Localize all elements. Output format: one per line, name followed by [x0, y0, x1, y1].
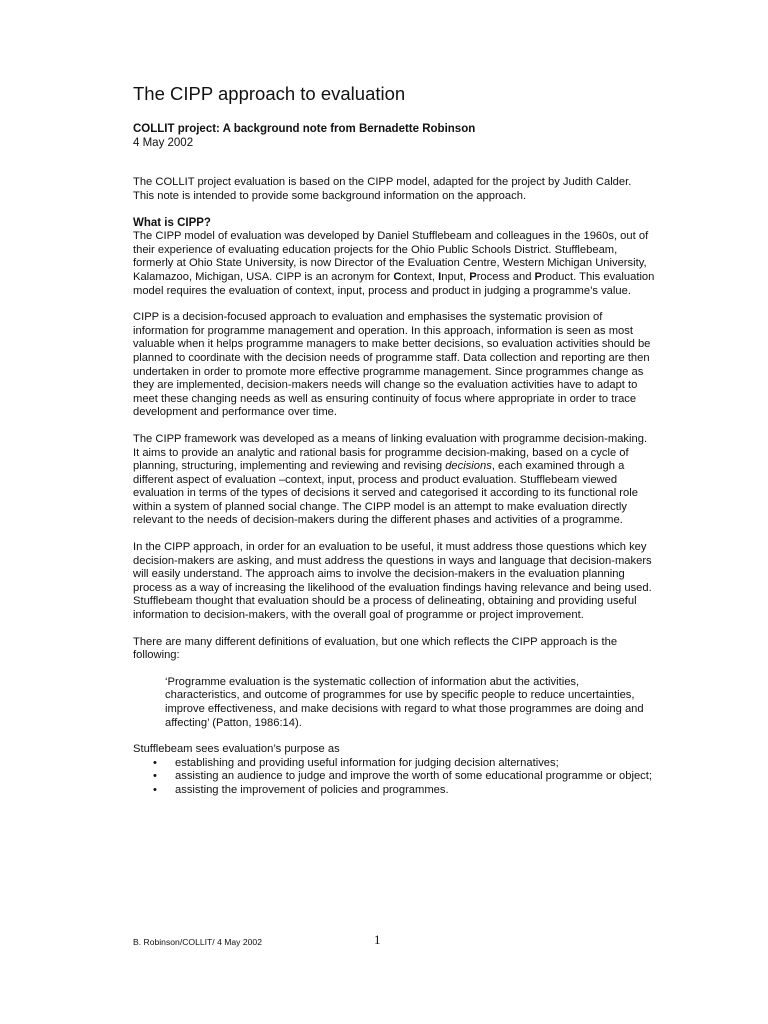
- paragraph-cipp-origin: [133, 230, 655, 298]
- bullet-icon: •: [153, 783, 157, 796]
- bullet-icon: •: [153, 756, 157, 769]
- list-item: [133, 770, 655, 784]
- para3-start: The CIPP framework was developed as a means of linking evaluation with programme decision-making. It aims to provide an analytic and rational basis for programme decision-making, based on a cycle of planning, structuring, implementing and reviewing and revising: [133, 432, 648, 473]
- paragraph-decision-focused: CIPP is a decision-focused approach to evaluation and emphasises the systematic provision of information for programme management and operation. In this approach, information is seen as most valuable when it helps programme managers to make better decisions, so evaluation activities should be planned to coordinate with the decision needs of programme staff. Data collection and reporting are then undertaken in order to promote more effective programme management. Since programmes change as they are implemented, decision-makers needs will change so the evaluation activities have to adapt to meet these changing needs as well as ensuring continuity of focus where appropriate in order to trace development and performance over time.: [133, 311, 651, 419]
- paragraph-definitions: There are many different definitions of evaluation, but one which reflects the CIPP approach is the following:: [133, 635, 618, 662]
- para3-end: , each examined through a different aspect of evaluation –context, input, process and product evaluation. Stufflebeam viewed evaluation in terms of the types of decisions it served and categorised it according to its functional role within a system of planned social change. The CIPP model is an attempt to make evaluation directly relevant to the needs of decision-makers during the different phases and activities of a programme.: [133, 460, 638, 527]
- block-quote: ‘Programme evaluation is the systematic collection of information abut the activities, characteristics, and outcome of programmes for use by specific people to reduce uncertainties, improve effectiveness, and make decisions with regard to what those programmes are doing and affecting’ (Patton, 1986:14).: [165, 675, 644, 729]
- para1-nput: nput,: [441, 270, 470, 283]
- acronym-letter-p-process: P: [469, 270, 477, 283]
- list-item-text: assisting the improvement of policies and programmes.: [175, 783, 449, 796]
- footer-author-date: B. Robinson/COLLIT/ 4 May 2002: [133, 937, 262, 947]
- document-body: [133, 82, 655, 798]
- para1-rocess: rocess and: [476, 270, 535, 283]
- document-date: 4 May 2002: [133, 137, 194, 149]
- paragraph-cipp-approach: In the CIPP approach, in order for an evaluation to be useful, it must address those questions which key decision-makers are asking, and must address the questions in ways and language that decision-makers will easily understand. The approach aims to involve the decision-makers in the evaluation planning process as a way of increasing the likelihood of the evaluation findings having relevance and being used. Stufflebeam thought that evaluation should be a process of delineating, obtaining and providing useful information to decision-makers, with the overall goal of programme or project improvement.: [133, 541, 652, 622]
- acronym-letter-i: I: [438, 270, 442, 283]
- acronym-letter-p-product: P: [534, 270, 543, 283]
- para1-ontext: ontext,: [401, 270, 439, 283]
- list-item: [133, 784, 655, 798]
- para1-text: The CIPP model of evaluation was developed by Daniel Stufflebeam and colleagues in the 1960s, out of their experience of evaluating education projects for the Ohio Public Schools District. Stufflebeam, formerly at Ohio State University, is now Director of the Evaluation Centre, Western Michigan University, Kalamazoo, Michigan, USA. CIPP is an acronym for: [133, 230, 649, 283]
- acronym-letter-c: C: [393, 270, 402, 283]
- document-title: The CIPP approach to evaluation: [133, 83, 406, 104]
- list-item-text: assisting an audience to judge and improve the worth of some educational programme or object;: [175, 770, 652, 783]
- bullet-icon: •: [153, 770, 157, 783]
- list-item: [133, 757, 655, 771]
- paragraph-cipp-framework: [133, 433, 655, 528]
- para1-end: roduct. This evaluation model requires the evaluation of context, input, process and product in judging a programme’s value.: [133, 270, 655, 297]
- intro-paragraph: The COLLIT project evaluation is based on the CIPP model, adapted for the project by Judith Calder. This note is intended to provide some background information on the approach.: [133, 176, 632, 202]
- purpose-list: [133, 757, 655, 798]
- document-subtitle: COLLIT project: A background note from Bernadette Robinson: [133, 123, 476, 135]
- section-heading-what-is-cipp: What is CIPP?: [133, 217, 211, 230]
- page-number: 1: [374, 932, 381, 947]
- purpose-intro: Stufflebeam sees evaluation’s purpose as: [133, 743, 340, 756]
- para3-italic-decisions: decisions: [445, 460, 492, 473]
- list-item-text: establishing and providing useful information for judging decision alternatives;: [175, 756, 559, 769]
